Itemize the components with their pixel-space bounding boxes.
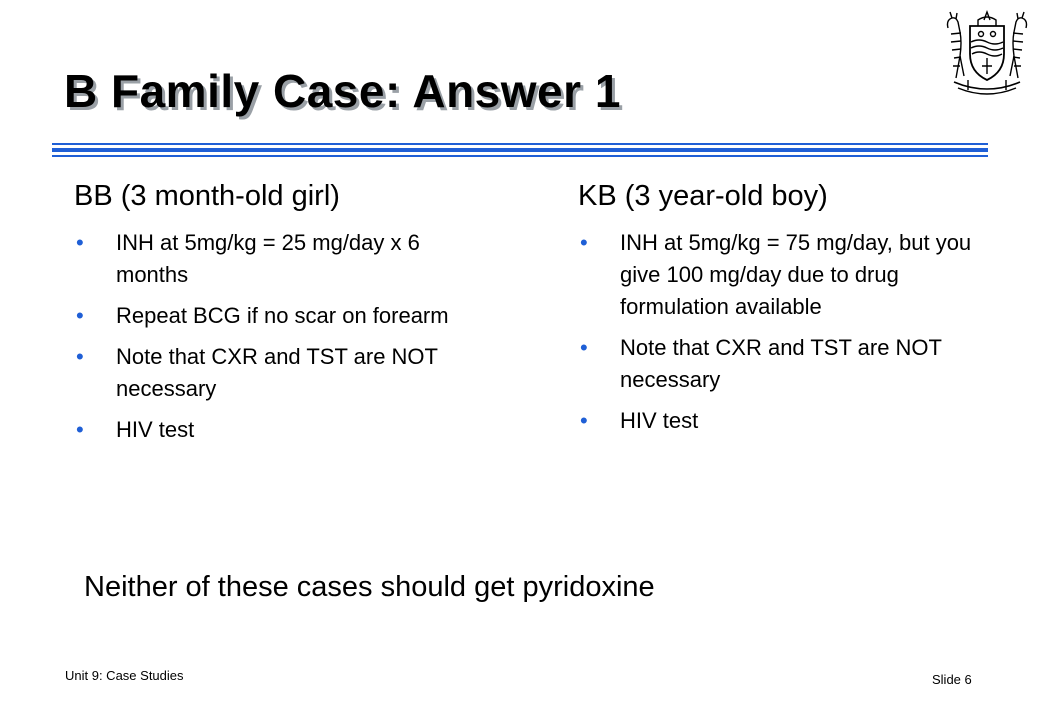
bullet-item xyxy=(74,227,474,291)
title-divider xyxy=(52,143,988,159)
bullet-dot-icon: • xyxy=(580,230,588,255)
left-column-heading: BB (3 month-old girl) xyxy=(74,180,340,212)
slide-title: B Family Case: Answer 1 xyxy=(64,65,621,117)
slide-number: Slide 6 xyxy=(932,672,972,687)
right-column xyxy=(578,180,998,446)
right-column-heading: KB (3 year-old boy) xyxy=(578,180,828,212)
right-bullet-list xyxy=(578,227,998,437)
divider-line-thin-bottom xyxy=(52,155,988,157)
bullet-text: HIV test xyxy=(620,408,699,433)
bullet-dot-icon: • xyxy=(580,408,588,433)
bullet-item xyxy=(578,227,998,323)
bullet-dot-icon: • xyxy=(76,344,84,369)
bullet-item xyxy=(74,414,474,446)
bullet-dot-icon: • xyxy=(580,335,588,360)
left-bullet-list xyxy=(74,227,474,446)
bullet-item xyxy=(578,332,998,396)
left-column xyxy=(74,180,474,455)
bullet-text: HIV test xyxy=(116,417,195,442)
bullet-dot-icon: • xyxy=(76,303,84,328)
coat-of-arms-emblem xyxy=(938,6,1036,102)
bullet-text: INH at 5mg/kg = 25 mg/day x 6 months xyxy=(116,230,420,287)
bullet-item xyxy=(74,300,474,332)
bullet-dot-icon: • xyxy=(76,230,84,255)
bullet-text: Repeat BCG if no scar on forearm xyxy=(116,303,449,328)
bullet-text: Note that CXR and TST are NOT necessary xyxy=(116,344,438,401)
bullet-item xyxy=(578,405,998,437)
bullet-dot-icon: • xyxy=(76,417,84,442)
bullet-text: Note that CXR and TST are NOT necessary xyxy=(620,335,942,392)
bullet-item xyxy=(74,341,474,405)
pyridoxine-note: Neither of these cases should get pyridoxine xyxy=(84,571,655,603)
footer-unit-label: Unit 9: Case Studies xyxy=(65,668,184,683)
divider-line-thick xyxy=(52,148,988,152)
divider-line-thin-top xyxy=(52,143,988,145)
bullet-text: INH at 5mg/kg = 75 mg/day, but you give 100 mg/day due to drug formulation available xyxy=(620,230,972,319)
